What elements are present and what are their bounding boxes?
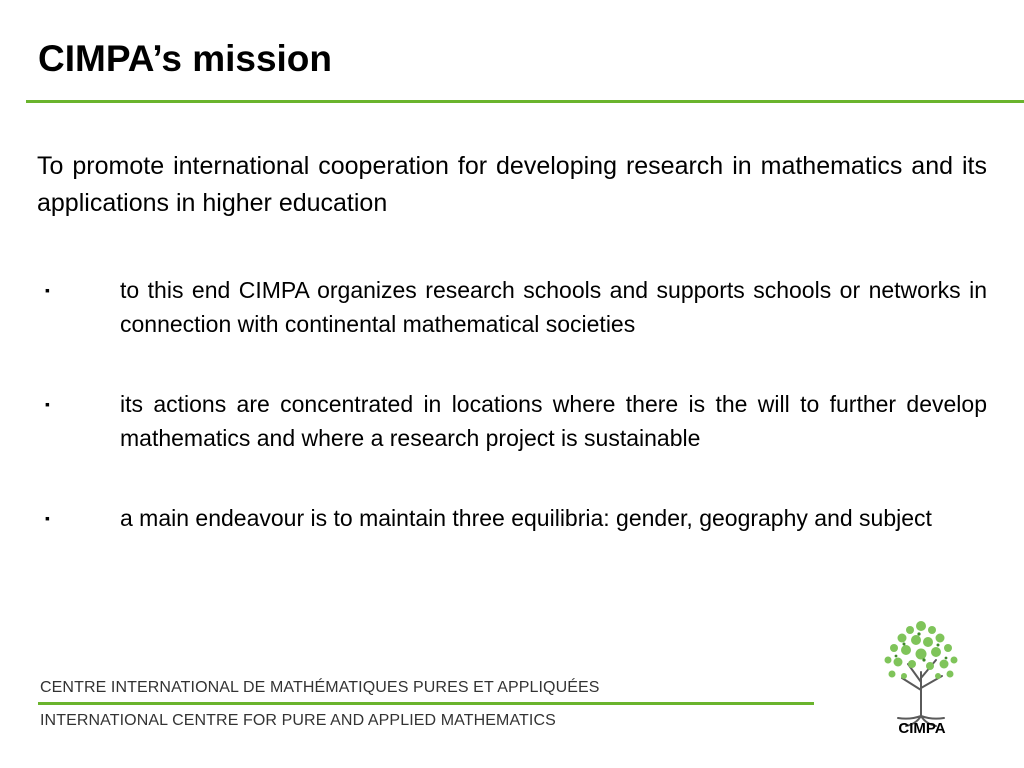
bullet-marker: ▪ xyxy=(45,510,50,526)
bullet-text: its actions are concentrated in locations where there is the will to further develop mathematics and where a research project is sustainable xyxy=(120,391,987,451)
bullet-item xyxy=(37,273,987,341)
footer-divider xyxy=(38,702,814,705)
bullet-marker: ▪ xyxy=(45,282,50,298)
bullet-text: a main endeavour is to maintain three equilibria: gender, geography and subject xyxy=(120,505,932,531)
title-divider xyxy=(26,100,1024,103)
bullet-text: to this end CIMPA organizes research schools and supports schools or networks in connection with continental mathematical societies xyxy=(120,277,987,337)
lead-paragraph: To promote international cooperation for developing research in mathematics and its applications in higher education xyxy=(37,152,987,217)
bullet-list xyxy=(37,273,987,535)
logo-wordmark: CIMPA xyxy=(898,720,946,737)
footer-french-name: CENTRE INTERNATIONAL DE MATHÉMATIQUES PURES ET APPLIQUÉES xyxy=(40,679,600,696)
bullet-item xyxy=(37,387,987,455)
footer-english-name: INTERNATIONAL CENTRE FOR PURE AND APPLIED MATHEMATICS xyxy=(40,712,556,729)
bullet-marker: ▪ xyxy=(45,396,50,412)
slide-title: CIMPA’s mission xyxy=(38,38,333,79)
bullet-item xyxy=(37,501,987,535)
